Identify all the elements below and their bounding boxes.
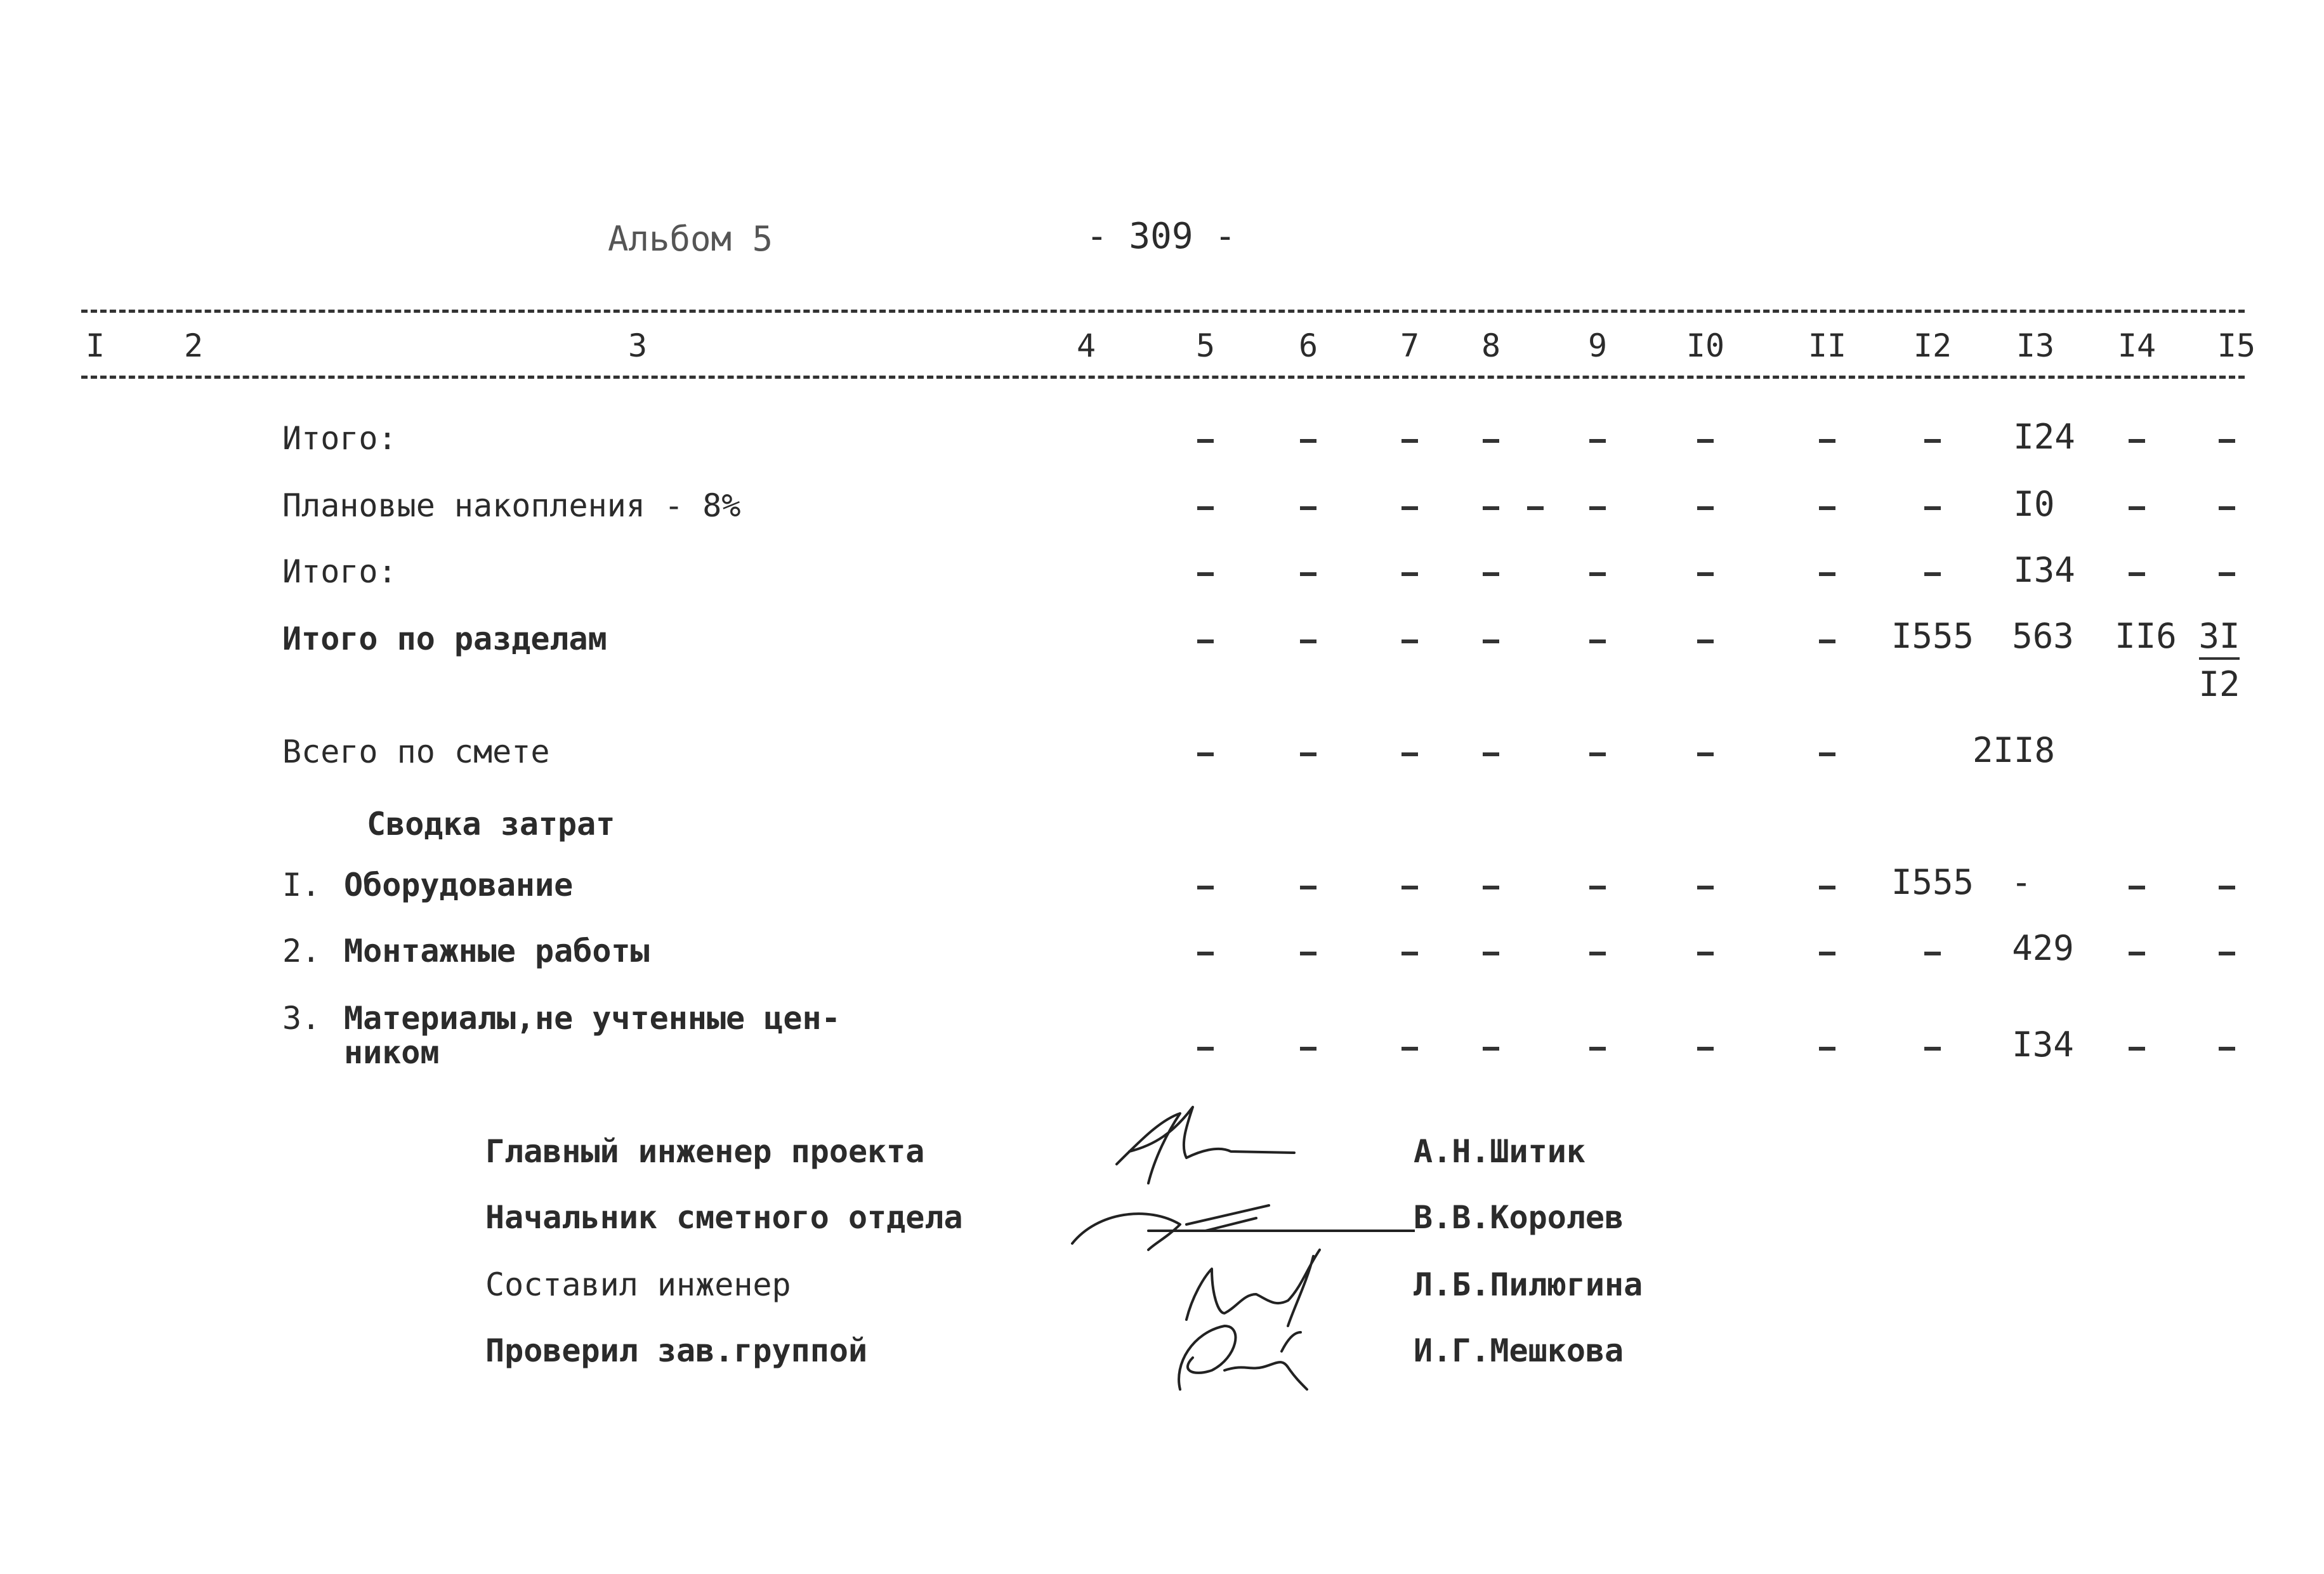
page-number: - 309 - [1086, 216, 1237, 257]
col-header-2: 2 [183, 327, 204, 364]
empty-cell-dash [1697, 886, 1714, 889]
value-summary-1-col13: - [2011, 862, 2032, 902]
fraction-line [2199, 657, 2240, 660]
empty-cell-dash [1402, 1047, 1418, 1051]
empty-cell-dash [1197, 639, 1214, 643]
col-header-11: II [1808, 327, 1847, 364]
signature-role-3: Составил инженер [485, 1266, 791, 1303]
empty-cell-dash [2219, 439, 2235, 443]
empty-cell-dash [2129, 439, 2145, 443]
empty-cell-dash [1197, 572, 1214, 576]
empty-cell-dash [1589, 572, 1606, 576]
empty-cell-dash [1819, 639, 1835, 643]
empty-cell-dash [2129, 952, 2145, 955]
header-rule-bottom [81, 376, 2245, 379]
col-header-14: I4 [2117, 327, 2157, 364]
empty-cell-dash [1589, 752, 1606, 756]
empty-cell-dash [1300, 952, 1316, 955]
summary-item-1-num: I. [282, 867, 321, 903]
empty-cell-dash [1589, 506, 1606, 510]
empty-cell-dash [1483, 952, 1499, 955]
header-rule-top [81, 310, 2245, 313]
empty-cell-dash [2219, 886, 2235, 889]
signature-role-4: Проверил зав.группой [485, 1332, 868, 1369]
empty-cell-dash [1402, 506, 1418, 510]
empty-cell-dash [1300, 639, 1316, 643]
empty-cell-dash [1483, 1047, 1499, 1051]
empty-cell-dash [1924, 952, 1941, 955]
empty-cell-dash [1197, 506, 1214, 510]
empty-cell-dash [1819, 1047, 1835, 1051]
col-header-5: 5 [1195, 327, 1216, 364]
summary-item-3-label-line1: Материалы,не учтенные цен- [344, 1000, 841, 1037]
empty-cell-dash [1697, 752, 1714, 756]
empty-cell-dash [2129, 572, 2145, 576]
signature-name-3: Л.Б.Пилюгина [1414, 1266, 1643, 1303]
empty-cell-dash [1300, 752, 1316, 756]
empty-cell-dash [2219, 1047, 2235, 1051]
value-plan-col13: I0 [2013, 484, 2055, 524]
empty-cell-dash [1197, 886, 1214, 889]
col-header-13: I3 [2016, 327, 2055, 364]
empty-cell-dash [1300, 886, 1316, 889]
empty-cell-dash [1589, 639, 1606, 643]
empty-cell-dash [1697, 572, 1714, 576]
col-header-1: I [85, 327, 105, 364]
signature-name-1: А.Н.Шитик [1414, 1133, 1585, 1170]
empty-cell-dash [1483, 506, 1499, 510]
empty-cell-dash [1483, 572, 1499, 576]
empty-cell-dash [1697, 506, 1714, 510]
row-label-itogo-2: Итого: [282, 553, 397, 590]
empty-cell-dash [1819, 439, 1835, 443]
handwritten-signature-4 [1155, 1307, 1320, 1402]
value-by-sections-col14: II6 [2115, 616, 2177, 656]
row-label-total: Всего по смете [282, 733, 550, 770]
empty-cell-dash [1697, 439, 1714, 443]
summary-item-2-label: Монтажные работы [344, 933, 650, 969]
empty-cell-dash [1819, 886, 1835, 889]
signature-name-2: В.В.Королев [1414, 1199, 1624, 1236]
empty-cell-dash [1402, 952, 1418, 955]
empty-cell-dash [1402, 886, 1418, 889]
album-label: Альбом 5 [608, 219, 773, 259]
signature-role-2: Начальник сметного отдела [485, 1199, 963, 1236]
signature-role-1: Главный инженер проекта [485, 1133, 925, 1170]
empty-cell-dash [1819, 752, 1835, 756]
empty-cell-dash [1300, 506, 1316, 510]
col-header-3: 3 [627, 327, 648, 364]
empty-cell-dash [1527, 506, 1544, 510]
signature-name-4: И.Г.Мешкова [1414, 1332, 1624, 1369]
row-label-by-sections: Итого по разделам [282, 620, 607, 657]
empty-cell-dash [1924, 439, 1941, 443]
value-by-sections-col15-bottom: I2 [2198, 664, 2240, 704]
col-header-15: I5 [2217, 327, 2256, 364]
empty-cell-dash [1924, 506, 1941, 510]
row-label-plan: Плановые накопления - 8% [282, 487, 741, 524]
col-header-9: 9 [1587, 327, 1608, 364]
empty-cell-dash [1483, 439, 1499, 443]
col-header-4: 4 [1076, 327, 1096, 364]
value-itogo-1-col13: I24 [2013, 417, 2075, 457]
value-summary-2-col13: 429 [2012, 928, 2074, 968]
empty-cell-dash [1197, 752, 1214, 756]
empty-cell-dash [1300, 1047, 1316, 1051]
empty-cell-dash [1589, 952, 1606, 955]
empty-cell-dash [1197, 952, 1214, 955]
value-by-sections-col15-top: 3I [2198, 616, 2240, 656]
empty-cell-dash [1589, 1047, 1606, 1051]
empty-cell-dash [1924, 572, 1941, 576]
empty-cell-dash [1819, 506, 1835, 510]
summary-item-2-num: 2. [282, 933, 321, 969]
col-header-10: I0 [1686, 327, 1725, 364]
value-summary-1-col12: I555 [1891, 862, 1974, 902]
col-header-7: 7 [1400, 327, 1420, 364]
value-total: 2II8 [1972, 730, 2056, 770]
empty-cell-dash [1483, 639, 1499, 643]
empty-cell-dash [1924, 1047, 1941, 1051]
empty-cell-dash [1589, 886, 1606, 889]
empty-cell-dash [2219, 572, 2235, 576]
value-by-sections-col13: 563 [2012, 616, 2074, 656]
empty-cell-dash [2129, 886, 2145, 889]
summary-item-3-label-line2: ником [344, 1034, 440, 1071]
empty-cell-dash [1697, 639, 1714, 643]
summary-item-1-label: Оборудование [344, 867, 574, 903]
row-label-itogo-1: Итого: [282, 420, 397, 457]
summary-item-3-num: 3. [282, 1000, 321, 1037]
empty-cell-dash [2129, 506, 2145, 510]
empty-cell-dash [1402, 752, 1418, 756]
empty-cell-dash [1697, 952, 1714, 955]
empty-cell-dash [1483, 752, 1499, 756]
empty-cell-dash [1483, 886, 1499, 889]
summary-title: Сводка затрат [367, 806, 615, 843]
col-header-8: 8 [1481, 327, 1501, 364]
value-summary-3-col13: I34 [2012, 1025, 2074, 1065]
handwritten-signature-1 [1104, 1082, 1307, 1196]
empty-cell-dash [1402, 439, 1418, 443]
empty-cell-dash [2219, 506, 2235, 510]
empty-cell-dash [2219, 952, 2235, 955]
empty-cell-dash [1697, 1047, 1714, 1051]
empty-cell-dash [1819, 572, 1835, 576]
empty-cell-dash [1300, 439, 1316, 443]
empty-cell-dash [1197, 439, 1214, 443]
empty-cell-dash [1300, 572, 1316, 576]
empty-cell-dash [1197, 1047, 1214, 1051]
col-header-12: I2 [1913, 327, 1952, 364]
empty-cell-dash [1819, 952, 1835, 955]
empty-cell-dash [1402, 639, 1418, 643]
value-itogo-2-col13: I34 [2013, 550, 2075, 590]
col-header-6: 6 [1298, 327, 1318, 364]
empty-cell-dash [2129, 1047, 2145, 1051]
value-by-sections-col12: I555 [1891, 616, 1974, 656]
empty-cell-dash [1589, 439, 1606, 443]
empty-cell-dash [1402, 572, 1418, 576]
